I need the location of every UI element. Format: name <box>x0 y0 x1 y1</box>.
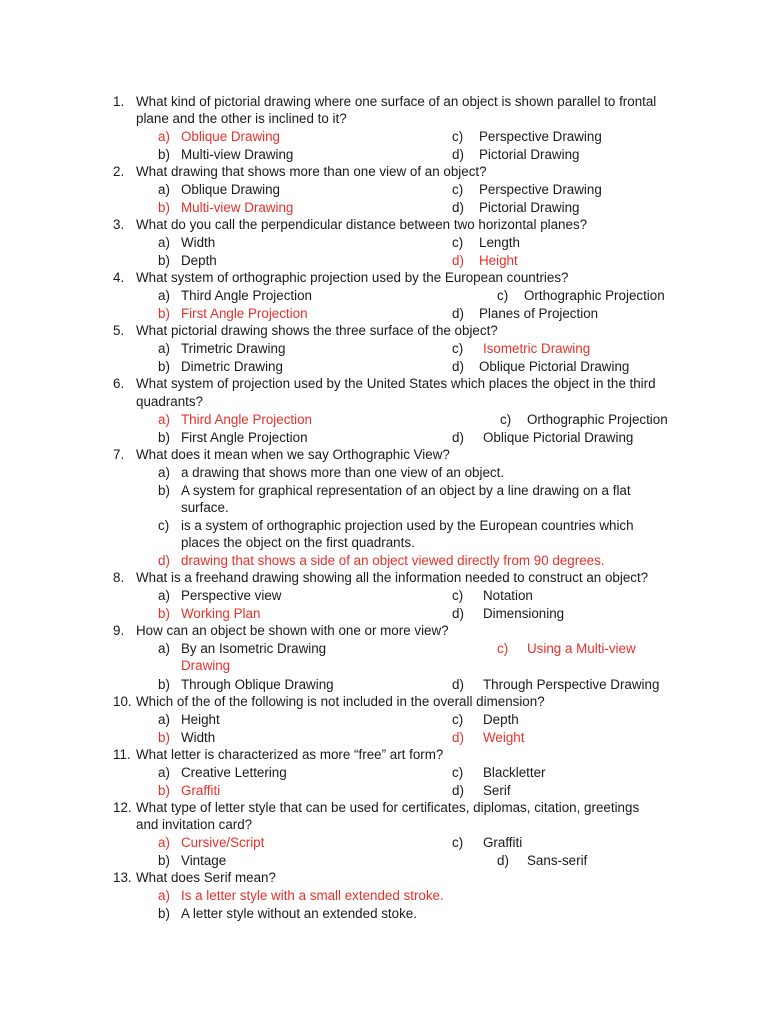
choice-letter: c) <box>497 288 509 303</box>
choice-letter: a) <box>158 641 170 656</box>
question-text: What kind of pictorial drawing where one surface of an object is shown parallel to frontal <box>136 94 657 109</box>
question-text: and invitation card? <box>136 817 253 832</box>
choice-text: Multi-view Drawing <box>181 147 294 162</box>
choice-text: drawing that shows a side of an object viewed directly from 90 degrees. <box>181 553 605 568</box>
choice-text: Perspective Drawing <box>479 182 602 197</box>
choice-text: Multi-view Drawing <box>181 200 294 215</box>
question-text: What does Serif mean? <box>136 870 276 885</box>
choice-text: By an Isometric Drawing <box>181 641 327 656</box>
choice-letter: d) <box>452 359 464 374</box>
question-text: What do you call the perpendicular distance between two horizontal planes? <box>136 217 588 232</box>
question-number: 10. <box>113 694 132 709</box>
question-text: What drawing that shows more than one view of an object? <box>136 164 487 179</box>
choice-letter: b) <box>158 430 170 445</box>
choice-letter: c) <box>452 835 464 850</box>
choice-letter: c) <box>452 129 464 144</box>
choice-text: Orthographic Projection <box>524 288 665 303</box>
choice-text: surface. <box>181 500 229 515</box>
choice-letter: b) <box>158 606 170 621</box>
choice-letter: a) <box>158 835 170 850</box>
choice-letter: c) <box>497 641 509 656</box>
choice-letter: b) <box>158 906 170 921</box>
question-text: What is a freehand drawing showing all the information needed to construct an object? <box>136 570 649 585</box>
choice-text: Oblique Drawing <box>181 129 280 144</box>
choice-text: Third Angle Projection <box>181 288 313 303</box>
choice-text: Working Plan <box>181 606 261 621</box>
choice-letter: b) <box>158 200 170 215</box>
question-text: What system of projection used by the United States which places the object in the third <box>136 376 656 391</box>
choice-letter: a) <box>158 588 170 603</box>
choice-letter: b) <box>158 306 170 321</box>
question-text: What pictorial drawing shows the three surface of the object? <box>136 323 498 338</box>
choice-text: Serif <box>483 783 511 798</box>
choice-letter: c) <box>452 341 464 356</box>
choice-text: Notation <box>483 588 533 603</box>
choice-letter: b) <box>158 730 170 745</box>
choice-text: Sans-serif <box>527 853 588 868</box>
choice-letter: d) <box>452 730 464 745</box>
choice-letter: a) <box>158 712 170 727</box>
choice-letter: c) <box>500 412 512 427</box>
question-number: 12. <box>113 800 132 815</box>
choice-letter: b) <box>158 783 170 798</box>
choice-text: Isometric Drawing <box>483 341 591 356</box>
choice-letter: a) <box>158 129 170 144</box>
choice-text: Orthographic Projection <box>527 412 668 427</box>
question-number: 2. <box>113 164 125 179</box>
choice-text: Pictorial Drawing <box>479 147 580 162</box>
choice-text: Perspective Drawing <box>479 129 602 144</box>
question-number: 9. <box>113 623 125 638</box>
choice-text: Third Angle Projection <box>181 412 313 427</box>
choice-letter: b) <box>158 147 170 162</box>
choice-text: Depth <box>483 712 519 727</box>
choice-letter: d) <box>452 677 464 692</box>
question-number: 11. <box>113 747 131 762</box>
choice-text: Height <box>479 253 518 268</box>
question-number: 8. <box>113 570 125 585</box>
choice-text: Weight <box>483 730 525 745</box>
choice-text: Is a letter style with a small extended stroke. <box>181 888 444 903</box>
choice-letter: a) <box>158 182 170 197</box>
choice-letter: d) <box>452 606 464 621</box>
choice-text: Blackletter <box>483 765 546 780</box>
choice-text: Width <box>181 730 216 745</box>
choice-letter: a) <box>158 412 170 427</box>
choice-text: is a system of orthographic projection used by the European countries which <box>181 518 634 533</box>
choice-text: A letter style without an extended stoke. <box>181 906 417 921</box>
question-text: What letter is characterized as more “free” art form? <box>136 747 444 762</box>
choice-text: Drawing <box>181 658 231 673</box>
choice-text: Planes of Projection <box>479 306 599 321</box>
question-text: What system of orthographic projection used by the European countries? <box>136 270 569 285</box>
question-number: 3. <box>113 217 125 232</box>
choice-text: A system for graphical representation of an object by a line drawing on a flat <box>181 483 631 498</box>
question-text: How can an object be shown with one or more view? <box>136 623 449 638</box>
choice-letter: c) <box>452 712 464 727</box>
choice-text: Perspective view <box>181 588 282 603</box>
choice-letter: a) <box>158 288 170 303</box>
question-number: 4. <box>113 270 125 285</box>
choice-letter: c) <box>452 235 464 250</box>
choice-text: Height <box>181 712 220 727</box>
choice-text: Pictorial Drawing <box>479 200 580 215</box>
choice-text: First Angle Projection <box>181 306 308 321</box>
choice-text: Graffiti <box>181 783 221 798</box>
choice-text: Trimetric Drawing <box>181 341 286 356</box>
choice-text: places the object on the first quadrants. <box>181 535 415 550</box>
choice-letter: b) <box>158 359 170 374</box>
question-number: 13. <box>113 870 132 885</box>
choice-letter: d) <box>158 553 170 568</box>
choice-text: a drawing that shows more than one view of an object. <box>181 465 505 480</box>
choice-letter: d) <box>452 430 464 445</box>
choice-text: Graffiti <box>483 835 523 850</box>
choice-text: Oblique Drawing <box>181 182 280 197</box>
question-text: Which of the of the following is not included in the overall dimension? <box>136 694 545 709</box>
choice-text: Vintage <box>181 853 227 868</box>
choice-text: Dimensioning <box>483 606 565 621</box>
choice-letter: b) <box>158 853 170 868</box>
choice-text: Oblique Pictorial Drawing <box>479 359 630 374</box>
choice-letter: d) <box>452 783 464 798</box>
question-number: 6. <box>113 376 125 391</box>
choice-text: First Angle Projection <box>181 430 308 445</box>
choice-letter: a) <box>158 888 170 903</box>
choice-letter: a) <box>158 765 170 780</box>
choice-letter: b) <box>158 253 170 268</box>
choice-letter: c) <box>158 518 170 533</box>
choice-letter: c) <box>452 765 464 780</box>
choice-text: Width <box>181 235 216 250</box>
question-text: What does it mean when we say Orthographic View? <box>136 447 450 462</box>
choice-letter: c) <box>452 588 464 603</box>
question-number: 7. <box>113 447 125 462</box>
choice-letter: a) <box>158 235 170 250</box>
choice-text: Oblique Pictorial Drawing <box>483 430 634 445</box>
question-number: 1. <box>113 94 125 109</box>
choice-letter: a) <box>158 465 170 480</box>
choice-letter: d) <box>452 147 464 162</box>
choice-text: Dimetric Drawing <box>181 359 283 374</box>
choice-letter: d) <box>452 306 464 321</box>
choice-text: Through Perspective Drawing <box>483 677 660 692</box>
choice-text: Cursive/Script <box>181 835 265 850</box>
choice-letter: a) <box>158 341 170 356</box>
choice-text: Creative Lettering <box>181 765 287 780</box>
question-text: What type of letter style that can be used for certificates, diplomas, citation, greetings <box>136 800 640 815</box>
question-text: plane and the other is inclined to it? <box>136 111 347 126</box>
choice-text: Through Oblique Drawing <box>181 677 334 692</box>
question-number: 5. <box>113 323 125 338</box>
choice-letter: c) <box>452 182 464 197</box>
question-text: quadrants? <box>136 394 204 409</box>
choice-text: Using a Multi-view <box>527 641 636 656</box>
choice-letter: d) <box>452 200 464 215</box>
choice-letter: d) <box>452 253 464 268</box>
choice-letter: b) <box>158 677 170 692</box>
choice-letter: b) <box>158 483 170 498</box>
choice-letter: d) <box>497 853 509 868</box>
choice-text: Length <box>479 235 520 250</box>
choice-text: Depth <box>181 253 217 268</box>
